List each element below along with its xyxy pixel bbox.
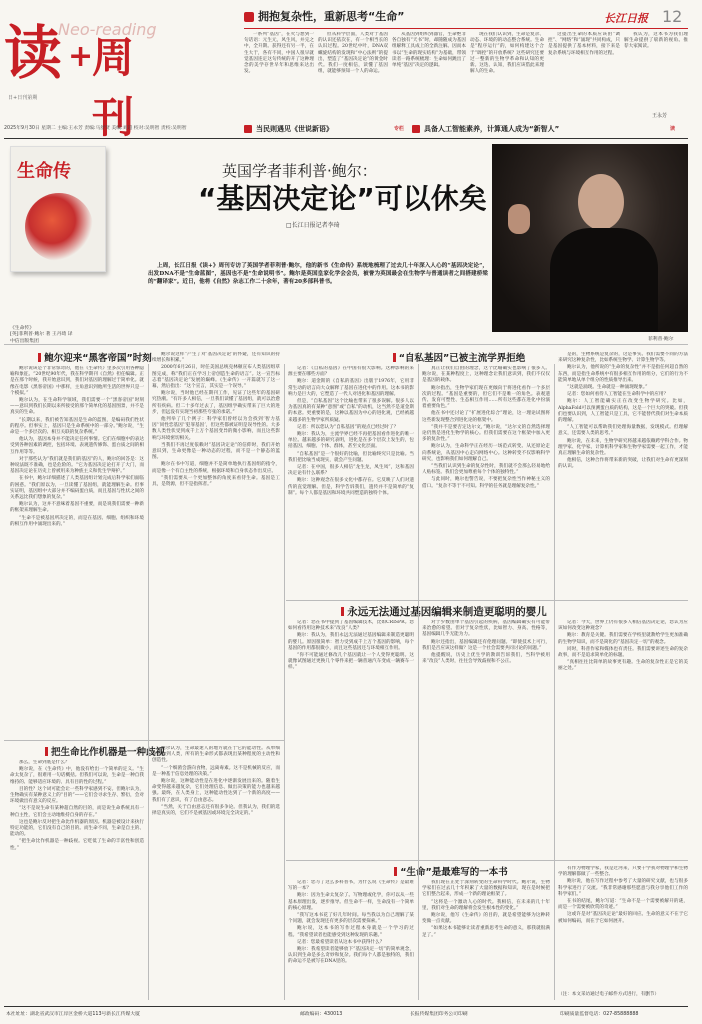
paragraph: “这不是说生命有某种超自然的目的，而是说生命系统具有一种自主性，它们会主动地维持自身的存在。” xyxy=(10,806,144,818)
nav-right-link[interactable]: 具备人工智能素养，计算通人成为“新智人” xyxy=(424,125,560,133)
top-col-3 xyxy=(392,32,466,122)
teaser-icon xyxy=(244,12,254,22)
heading-bar xyxy=(45,747,48,756)
book-cover-title: 生命传 xyxy=(17,161,71,182)
top-paragraph: 但从科学层面，人类对于基因的认识还依次在，有一个相当长的认识过程。20世纪中叶，DNA双螺旋结构的发现和“中心法则”的提出，塑造了“基因决定论”的黄金时代。我们一度相信，读懂了基因组，就能够预知一个人的命运。 xyxy=(318,32,388,75)
logo-english: Neo-reading xyxy=(58,20,157,39)
paragraph: 鲍尔在书中写道，细胞并不是简单地执行基因组的指令，而是像一个有自主性的系统，根据环境和自身状态作出反应。 xyxy=(152,462,280,474)
paragraph: 对于那些认为“我们就是我们的基因”的人，鲍尔的回答是：这种说法既不准确，也是危险的。“它为基因决定论打开了大门，而基因决定论在历史上曾被用来为种族主义和优生学辩护。” xyxy=(10,456,144,475)
body-col-5b xyxy=(558,620,688,856)
heading-text: 鲍尔迎来“黑客帝国”时刻 xyxy=(44,353,152,364)
logo-small-text: 日+日刊第期 xyxy=(8,95,38,101)
paragraph: 与此同时，鲍尔也警告说，不要把复杂性当作神秘主义的借口。“复杂不等于不可知。科学的任务就是理解复杂性。” xyxy=(422,477,550,489)
body-col-3c xyxy=(288,880,414,1000)
paragraph: 他列举了几个例子：科学家们曾经以为会找到‘智力基因’‘同性恋基因’‘犯罪基因’，但这些都被证明是误导性的。大多数人类性状受到成千上万个基因变异的微小影响，而且这些影响与环境密切相关。 xyxy=(152,417,280,441)
logo-plus: + xyxy=(68,39,94,74)
body-col-4b xyxy=(422,620,550,856)
paper-name: 长江日报 xyxy=(604,12,648,25)
col-rule-3 xyxy=(418,364,419,1000)
paragraph: “我们需要从一个更加整体的角度来看待生命。基因是工具，是资源，但不是指挥者。” xyxy=(152,475,280,488)
masthead xyxy=(0,0,702,142)
paragraph: 鲍尔：我希望读者能够放下“基因决定一切”的简单观念，认识到生命是多么奇妙和复杂。我们每个人都是独特的，我们的命运不是被写在DNA里的。 xyxy=(288,947,414,965)
paragraph: 对于少数由单个基因引起的疾病，基因编辑确实有可能带来治愈的希望。但对于复杂性状，比如智力、身高、性格等，基因编辑几乎无能为力。 xyxy=(422,620,550,638)
section-heading-1 xyxy=(30,350,160,364)
paragraph: 鲍尔认为，生命最迷人的地方就在于它的能动性。从单细胞生物到人类，所有的生命形式都表现出某种程度的主动性和创造性。 xyxy=(152,746,280,764)
top-paragraph: 一系列“基因”，在火与想到一句话语：元生元，风生风，并完之中，全升期。获得还有另一半，在生大于，各有不同，中国人很早就觉基因连定这句传统的开了这种理念的美学存世早年和思维来达出发。 xyxy=(244,32,314,75)
paragraph: 鲍尔说，在未来，生物学研究将越来越依赖跨学科合作。物理学家、化学家、计算机科学家和生物学家需要一起工作，才能真正理解生命的复杂性。 xyxy=(558,438,688,457)
paragraph: 是的，生物系统是复杂的，这是事实。我们需要不同的方法来研究这种复杂性，比如系统生物学、计算生物学等。 xyxy=(558,352,688,364)
paragraph: “人工智能可以帮助我们处理海量数据，发现模式。但理解意义，还需要人类的思考。” xyxy=(558,425,688,437)
paragraph: 这或许是对“基因决定论”最好的回应。生命的意义不在于它被如何编码，而在于它如何展开。 xyxy=(558,912,688,924)
paragraph: 鲍尔认为，生命科学正在经历一场范式转变。从还原论走向系统论，从基因中心走向网络中心。这种转变不仅影响科学研究，也影响我们如何理解自己。 xyxy=(422,444,550,462)
top-paragraph: 这提出生命的本质应该由“调控”、“网络”和“涌现”共同构成，只是基因提供了基本材料，接下来是复杂系统与环境相互作用的过程。 xyxy=(548,32,620,56)
top-paragraph: 从基因到组织到器官，生命绝非各自独有“天书”时，却随随成为基因组解释工具成上的全新注解。因而本书以“生命的现实结构”为基础，带领读者一路系统梳理：生命如何跳出了单纯“基因”决定的逻辑。 xyxy=(392,32,466,69)
top-col-6 xyxy=(624,32,688,112)
heading-bar xyxy=(394,867,397,876)
paragraph: 记者：您最希望读者从这本书中获得什么？ xyxy=(297,939,385,945)
paragraph: 鲍尔认为，在生命科学领域，我们需要一个“黑客帝国”时刻——意识到我们长期以来所接受的那个简单化的基因图景，并不是真实的生命。 xyxy=(10,398,144,416)
paragraph: “我写这本书花了好几年时间。每当我以为自己理解了某个问题，就会发现还有更多的层次需要探索。” xyxy=(288,913,414,925)
paragraph: 鲍尔：我认为，我们永远无法通过基因编辑来制造更聪明的婴儿。原因很简单：智力受到成千上万个基因的影响，每个基因的作用都很微小，而且这些基因还与环境相互作用。 xyxy=(288,633,414,651)
rule-section-4 xyxy=(4,740,284,741)
heading-bar xyxy=(38,353,41,362)
body-col-3a xyxy=(288,366,414,596)
body-col-4a xyxy=(422,366,550,596)
logo-zhoukan: 周刊 xyxy=(92,33,133,142)
top-col-1 xyxy=(244,32,314,122)
heading-text: 把生命比作机器是一种歧视 xyxy=(50,747,165,758)
paragraph: 当我们不再过度依赖对“基因决定论”的信仰时，我们开始意识到，生命更像是一种动态的过程，而不是一个静态的蓝图。 xyxy=(152,442,280,461)
section-heading-5 xyxy=(376,864,526,878)
body-col-5a xyxy=(558,352,688,596)
paragraph: 鲍尔：教育是关键。我们需要在学校里就教给学生更加准确的生物学知识，而不是简化的“基因决定一切”的观念。 xyxy=(558,633,688,645)
paragraph: 真正让我们自由的理念，这个比喻确实也影响了很多人。鲍尔说，在某种程度上，这种理念让我们意识到，我们不仅仅是基因的载体。 xyxy=(422,366,550,384)
heading-bar xyxy=(341,607,344,616)
paragraph: 有作为物理学家，我是过河来，只要干学我对物理学和生物学的理解都做了一些整合。 xyxy=(558,866,688,878)
paragraph: 鲍尔说，当时他已经在期刊工作，见证了这些年的基因研究热潮。“有许多人相信，一旦我们读懂了基因组，就可以治愈所有疾病。但二十多年过去了，基因组学确实带来了巨大的进步，但远没有实现当初那些夸张的承诺。” xyxy=(152,391,280,415)
body-col-4c xyxy=(422,880,550,1000)
paragraph: “这将是一个激动人心的时代。我相信，在未来的几十年里，我们对生命的理解将会发生根本性的变化。” xyxy=(422,899,550,911)
article-title: “基因决定论”可以休矣 xyxy=(198,182,487,215)
col-rule-4 xyxy=(554,364,555,1000)
article-lead xyxy=(148,262,488,328)
paragraph: 目的性？这个词可能会让一些科学家感到不安。但鲍尔认为，生物确实有某种意义上的“目的”——它们会寻求生存、繁衍，会对环境做出有意义的反应。 xyxy=(10,786,144,805)
photo-hand xyxy=(508,204,530,234)
paragraph: 鲍尔说该是个非常惊奇的，他在《生命传》里多次引用各种隐喻和象征。“20世纪90年代，我在科学期刊《自然》担任编辑。正是在那个时候，我开始意识到，我们对基因的理解过于简单化。就像在电影《黑客帝国》中那样，主角意识到他所生活的世界只是一个模拟。” xyxy=(10,366,144,396)
paragraph: 记者：您写了这么多科普书，为什么说《生命传》是最难写的一本？ xyxy=(288,880,414,892)
paragraph: 他相信，这种合作将带来新的突破，让我们对生命有更深刻的认识。 xyxy=(558,458,688,470)
heading-text: 永远无法通过基因编辑来制造更聪明的婴儿 xyxy=(347,606,547,618)
photo-caption: 菲利普·鲍尔 xyxy=(648,337,674,342)
book-cover-art xyxy=(25,193,93,261)
paragraph: “如果这本书能够让读者重新思考生命的意义，那我就很满足了。” xyxy=(422,926,550,938)
paragraph: “长期以来，我们被告知基因是生命的蓝图，是编码我们性状的程序。但事实上，基因只是生命系统中的一部分。”鲍尔说，“生命是一个多层次的、相互关联的复杂系统。” xyxy=(10,417,144,436)
body-col-3b xyxy=(288,620,414,856)
article-kicker: 英国学者菲利普·鲍尔： xyxy=(222,162,377,180)
nav-left-icon xyxy=(244,125,252,133)
body-col-1a xyxy=(10,366,144,736)
paragraph: 鲍尔说，这种能动性是在进化中逐渐发展出来的。随着生命变得越来越复杂，它们处理信息、做出决策的能力也越来越强。最终，在人类身上，这种能动性达到了一个新的高度——我们有了意识，有了自由意志。 xyxy=(152,779,280,803)
paragraph: 记者：您在书中提到了基因编辑技术，比如CRISPR。您如何看待用这种技术来“改良”人类？ xyxy=(288,620,414,632)
top-paragraph: 现在我们认识到，生命是复杂、动态、环境的的动态整合系统。生命是“程序运行”的，如何构建这个合于“调控”的开放系统？这些研究还要过一整新的生物学革命和认知的更新。这迭、认知，我们应该借此来理解人的生命。 xyxy=(470,32,544,75)
paragraph: 记者：《自私的基因》在中国有很大影响。这种影响的来源主要在哪些方面？ xyxy=(288,366,414,378)
body-col-2b xyxy=(152,746,280,1000)
paragraph: 在书中，鲍尔详细描述了人类基因组计划完成后科学家们面临的困惑。“我们原以为，一旦读懂了基因组，就能理解生命。但事实证明，基因组中大部分并不编码蛋白质，而且基因与性状之间的关系远比我们想象的复杂。” xyxy=(10,476,144,501)
paragraph: 鲍尔：我认为，主流学界已经不再把基因看作进化的唯一单位。越来越多的研究表明，进化是在多个层次上发生的，包括基因、细胞、个体、群体，甚至文化层面。 xyxy=(288,432,414,450)
paragraph: “真相往往比简单的故事更有趣。生命的复杂性正是它的美丽之处。” xyxy=(558,660,688,672)
col-rule-2 xyxy=(284,364,285,1000)
nav-bar xyxy=(244,124,688,136)
paragraph: 鲍尔：人工智能确实正在改变生物学研究。比如，AlphaFold可以预测蛋白质的结构，这是一个巨大的突破。但我们也要认识到，人工智能只是工具，它不能替代我们对生命本质的理解。 xyxy=(558,399,688,424)
body-col-1b xyxy=(10,760,144,1000)
top-col-4 xyxy=(470,32,544,122)
footer-address: 本社址址：湖北省武汉市江岸区金桥大道113号新长江传媒大厦 xyxy=(6,1012,140,1017)
nav-rule xyxy=(4,138,688,139)
meta-line: 2025年9月30日 星期二 主编:王永芳 责编:马舒贤 美编:刘超 校对:吴明智 责校:吴明智 xyxy=(4,126,187,131)
author-photo xyxy=(492,144,688,332)
teaser-text: 拥抱复杂性，重新思考“生命” xyxy=(258,10,405,23)
top-signature: 王永芳 xyxy=(652,113,668,119)
paragraph: 记者：所以您认为“自私基因”的观点已经过时了？ xyxy=(297,424,399,430)
paragraph: 鲍尔说，在《生命传》中，他没有给出一个简单的定义。“生命太复杂了，很难用一句话概括。但我们可以说，生命是一种自我维持的、能够适应环境的、具有目的性的过程。” xyxy=(10,767,144,785)
paragraph: 鲍尔指出，生物学家们现在更倾向于将进化看作一个多层次的过程。“基因是重要的，但它们不是唯一的角色。表观遗传、发育可塑性、生态相互作用……所有这些都在进化中扮演着重要角色。” xyxy=(422,385,550,410)
paragraph: “当我们认识到生命的复杂性时，我们就不会那么轻易地给人贴标签。我们会更加尊重每个个体的独特性。” xyxy=(422,464,550,476)
nav-left-link[interactable]: 当民则遇见《世说新语》 xyxy=(256,125,333,133)
paragraph: “一个细菌会游向食物，远离毒素。这不是机械的反应，而是一种基于信息处理的决策。” xyxy=(152,765,280,777)
paragraph: 鲍尔还指出，基因编辑还有伦理问题。“即使技术上可行，我们是否应该这样做？这是一个社会需要共同讨论的问题。” xyxy=(422,639,550,651)
footer-printer: 长报传媒集团印务公司印刷 xyxy=(410,1012,468,1017)
paragraph: 鲍尔说这样“产生了对‘基因决定论’的怀疑，还有知识的持续增长和积累。” xyxy=(152,352,280,364)
paragraph: “自私基因”是一个很好的比喻，但比喻终究只是比喻。当我们把比喻当成现实，就会产生问题。 xyxy=(288,451,414,463)
paragraph: 鲍尔：因为生命太复杂了。写物理或化学，你可以从一些基本原理出发，逐步推导。但生命不一样，生命没有一个简单的核心原理。 xyxy=(288,893,414,911)
section-heading-2 xyxy=(364,350,554,364)
paragraph: 他在书中还讨论了“扩展进化综合”理论，这一理论试图将这些新发现整合到进化论的框架中。 xyxy=(422,411,550,423)
footer-postcode: 邮政编码：430013 xyxy=(300,1012,343,1017)
closing-note: （注：本文采访通过电子邮件方式进行，有删节） xyxy=(558,992,660,997)
top-paragraph: 我认为，这本书为我们理解生命提供了崭新的视角。推荐大家阅读。 xyxy=(624,32,688,50)
paragraph: “你不可能通过修改几个基因就让一个人变得更聪明。这就像试图通过更换几个零件来把一辆普通汽车变成一辆赛车一样。” xyxy=(288,653,414,671)
rule-section-3 xyxy=(286,600,688,601)
photo-body xyxy=(550,228,658,332)
paragraph: 在书的结尾，鲍尔写道：“生命不是一个需要被解开的谜，而是一个需要被欣赏的奇迹。” xyxy=(558,899,688,911)
paragraph: 同时，科普作家和媒体也有责任。我们需要讲述生命的复杂故事，而不是追求简单化的标题。 xyxy=(558,646,688,659)
logo-char-du: 读 xyxy=(4,19,63,87)
paragraph: “把生命比作机器是一种歧视。它贬低了生命的丰富性和创造性。” xyxy=(10,839,144,851)
header-bottom-rule xyxy=(4,344,688,345)
lead-paragraph: 上周，长江日报《读+》周刊专访了英国学者菲利普·鲍尔，他的新书《生命传》系统地梳理了过去几十年深入人心的“基因决定论”，出发DNA不是“生命蓝图”，基因也不是“生命说明书”。鲍尔是英国皇家化学会会员，被誉为英国最会在生物学与普通读者之间搭建桥梁的“翻译家”。近日，他将《自然》杂志工作二十余年，著有20多部科普书。 xyxy=(148,263,488,286)
nav-right-tag: 读 xyxy=(670,126,676,132)
paragraph: 记者：今天，世界上仍有很多人相信基因决定论，您认为应该如何改变这种观念？ xyxy=(558,620,688,632)
paragraph: 鲍尔：道金斯的《自私的基因》出版于1976年，它用非常生动的语言向大众解释了基因在进化中的作用。这本书的影响力是巨大的，它塑造了一代人对进化和基因的理解。 xyxy=(288,379,414,397)
paragraph: “这就是涌现。生命就是一种涌现现象。” xyxy=(567,385,648,391)
paragraph: 鲍尔：这种观念在很多文化中都存在。它反映了人们对遗传的直觉理解。但是，科学告诉我们，遗传并不是简单的“复制”。每个人都是基因和环境共同塑造的独特个体。 xyxy=(288,478,414,496)
paragraph: 他认为，基因本身并不能决定任何事情。它们在细胞中的表达受到各种因素的调控，包括环境、表观遗传修饰、蛋白质之间的相互作用等等。 xyxy=(10,437,144,455)
top-col-2 xyxy=(318,32,388,122)
rule-section-5 xyxy=(286,860,688,861)
paragraph: “生命不是被基因所决定的，而是在基因、细胞、组织和环境的相互作用中涌现出来的。” xyxy=(10,515,144,527)
paragraph: “我并不是要否定达尔文，”鲍尔说，“达尔文的自然选择理论仍然是进化生物学的核心。但我们需要在这个框架中加入更多的复杂性。” xyxy=(422,424,550,443)
heading-bar xyxy=(393,353,396,362)
paragraph: 鲍尔认为，他所说的“生命的复杂性”并不是指任何超自然的东西，而是指生命系统中有很多相互作用的组分，它们的行为不能简单地从单个组分的性质推导出来。 xyxy=(558,365,688,383)
paragraph: 但是，“自私基因”这个比喻也带来了很多误解。很多人以为基因真的有某种“意图”或“自私”的动机，这当然不是道金斯的本意。更重要的是，这种以基因为中心的进化观，已经被越来越多的生物学家所质疑。 xyxy=(288,399,414,423)
section-heading-3 xyxy=(304,604,584,619)
heading-text: “生命”是最难写的一本书 xyxy=(400,867,508,878)
paragraph: 记者：在中国，很多人相信“龙生龙，凤生凤”，这和基因决定论有什么联系？ xyxy=(288,465,414,477)
paragraph: 2000年6月26日，时任美国总统克林顿宣布人类基因组草图完成，称“我们正在学习上帝创造生命的语言”。这一宣告标志着“基因决定论”发展的巅峰。《生命传》一开篇就写了这一幕，然后指出：“这个宣言，其实是一个误导。” xyxy=(152,365,280,390)
top-col-5 xyxy=(548,32,620,122)
teaser-banner xyxy=(244,7,688,26)
footer-rule xyxy=(4,1006,688,1007)
paragraph: 我们现在正处于深刻转变的生命科学时代。鲍尔说，生物学家们在过去几十年积累了大量的数据和知识，现在是时候把它们整合起来，形成一个新的理论框架了。 xyxy=(422,880,550,898)
footer-phone: 印刷质量监督电话：027-85888888 xyxy=(560,1012,639,1017)
col-rule-1 xyxy=(148,364,149,1000)
paragraph: 记者：您如何看待人工智能在生命科学中的应用？ xyxy=(567,392,669,398)
page-number: 12 xyxy=(662,7,683,26)
nav-right-icon xyxy=(412,125,420,133)
photo-head xyxy=(578,174,624,230)
body-col-2a xyxy=(152,352,280,736)
body-col-5c xyxy=(558,866,688,990)
paragraph: 鲍尔说，他写《生命传》的目的，就是希望能够为这种转变做一点贡献。 xyxy=(422,913,550,925)
article-byline: □长江日报记者李琦 xyxy=(286,222,340,229)
book-cover xyxy=(10,146,106,272)
heading-text: “自私基因”已被主流学界拒绝 xyxy=(398,353,526,364)
paragraph: 他提醒说，历史上优生学的教训告诉我们，当科学被用来“改良”人类时，往往会导致歧视和不公正。 xyxy=(422,653,550,665)
paragraph: 这也是鲍尔反对把生命比作机器的原因。机器是被设计来执行特定功能的，它们没有自己的目的。而生命不同，生命是自主的、能动的。 xyxy=(10,819,144,838)
nav-left-tag: 专栏 xyxy=(394,126,405,132)
paragraph: 鲍尔说，这本书的写作过程本身就是一个学习的过程。“我希望读者也能感受到这种发现的乐趣。” xyxy=(288,926,414,938)
paragraph: 那么，生命到底是什么？ xyxy=(19,760,70,765)
banner-rule xyxy=(244,28,688,29)
book-caption: 《生命传》 [英]菲利普·鲍尔 著 王丹琦 译 中信出版集团 xyxy=(10,326,73,344)
paragraph: 鲍尔说，他在写作过程中参考了大量的研究文献，也与很多科学家进行了交流。“我非常感谢那些愿意与我分享他们工作的科学家们。” xyxy=(558,879,688,897)
paragraph: “当然，关于自由意志还有很多争论。但我认为，我们的选择是真实的，它们不是被基因或环境完全决定的。” xyxy=(152,804,280,817)
paragraph: 鲍尔认为，这并不意味着基因不重要，而是说我们需要一种新的框架来理解生命。 xyxy=(10,502,144,514)
